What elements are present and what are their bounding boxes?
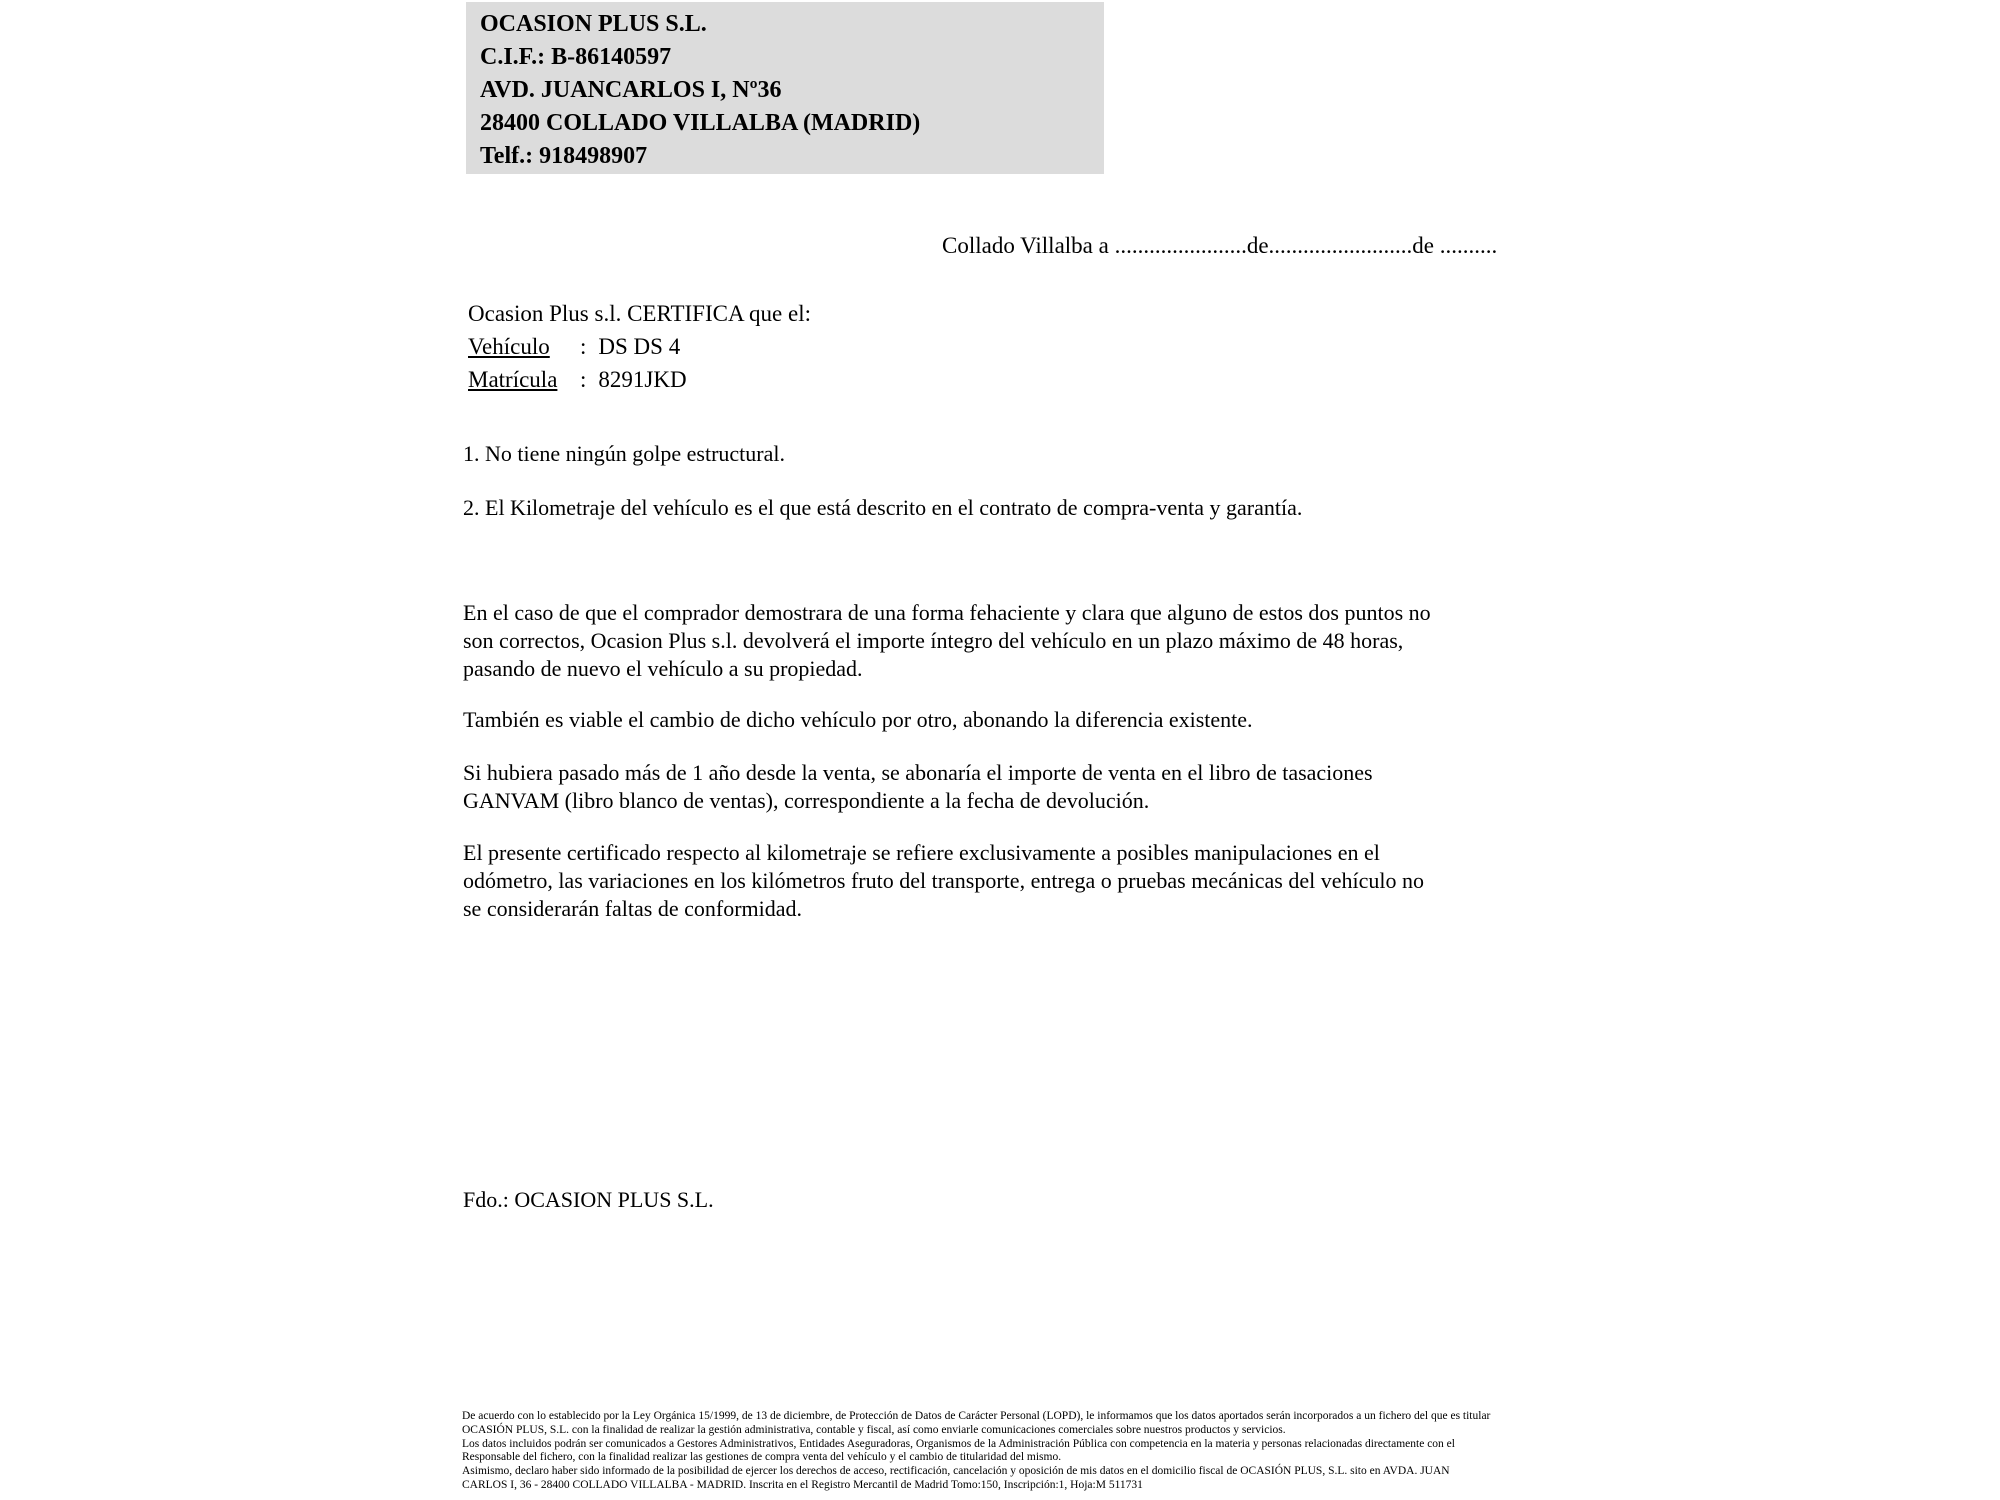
paragraph-exchange bbox=[463, 706, 1253, 734]
signature-line bbox=[463, 1186, 714, 1214]
paragraph-line: GANVAM (libro blanco de ventas), correspondiente a la fecha de devolución. bbox=[463, 788, 1150, 813]
vehicle-value: DS DS 4 bbox=[598, 334, 681, 359]
company-name: OCASION PLUS S.L. bbox=[480, 11, 707, 37]
legal-line: CARLOS I, 36 - 28400 COLLADO VILLALBA - MADRID. Inscrita en el Registro Mercantil de Madrid Tomo:150, Inscripción:1, Hoja:M 511731 bbox=[462, 1478, 1143, 1491]
paragraph-line: se considerarán faltas de conformidad. bbox=[463, 896, 803, 921]
paragraph-line: El presente certificado respecto al kilometraje se refiere exclusivamente a posibles manipulaciones en el bbox=[463, 840, 1380, 865]
legal-notice bbox=[462, 1410, 1542, 1493]
company-city: 28400 COLLADO VILLALBA (MADRID) bbox=[480, 110, 921, 136]
legal-line: Responsable del fichero, con la finalidad realizar las gestiones de compra venta del vehículo y el cambio de titularidad del mismo. bbox=[462, 1451, 1062, 1464]
vehicle-row bbox=[468, 330, 811, 363]
item-mileage bbox=[463, 494, 1302, 522]
company-header-box bbox=[466, 2, 1104, 174]
item-text: 1. No tiene ningún golpe estructural. bbox=[463, 441, 785, 466]
date-line: Collado Villalba a .......................de.........................de .......... bbox=[942, 233, 1498, 258]
plate-value: 8291JKD bbox=[598, 367, 687, 392]
vehicle-colon: : bbox=[580, 334, 587, 359]
paragraph-line: También es viable el cambio de dicho vehículo por otro, abonando la diferencia existente. bbox=[463, 707, 1253, 732]
certifica-intro: Ocasion Plus s.l. CERTIFICA que el: bbox=[468, 301, 811, 326]
plate-label: Matrícula bbox=[468, 367, 558, 392]
paragraph-line: Si hubiera pasado más de 1 año desde la venta, se abonaría el importe de venta en el libro de tasaciones bbox=[463, 760, 1373, 785]
paragraph-line: odómetro, las variaciones en los kilómetros fruto del transporte, entrega o pruebas mecánicas del vehículo no bbox=[463, 868, 1424, 893]
company-cif: C.I.F.: B-86140597 bbox=[480, 44, 672, 70]
paragraph-odometer bbox=[463, 839, 1424, 923]
legal-line: Asimismo, declaro haber sido informado de la posibilidad de ejercer los derechos de acceso, rectificación, cancelación y oposición de mis datos en el domicilio fiscal de OCASIÓN PLUS, S.L. sito en AVDA. JUAN bbox=[462, 1465, 1450, 1478]
paragraph-line: son correctos, Ocasion Plus s.l. devolverá el importe íntegro del vehículo en un plazo máximo de 48 horas, bbox=[463, 628, 1404, 653]
vehicle-label: Vehículo bbox=[468, 334, 550, 359]
paragraph-ganvam bbox=[463, 759, 1373, 815]
item-no-structural-damage bbox=[463, 440, 785, 468]
plate-colon: : bbox=[580, 367, 587, 392]
item-text: 2. El Kilometraje del vehículo es el que está descrito en el contrato de compra-venta y garantía. bbox=[463, 495, 1303, 520]
company-address: AVD. JUANCARLOS I, Nº36 bbox=[480, 77, 782, 103]
legal-line: De acuerdo con lo establecido por la Ley Orgánica 15/1999, de 13 de diciembre, de Protección de Datos de Carácter Personal (LOPD), le informamos que los datos aportados serán incorporados a un fichero del que es titular bbox=[462, 1410, 1491, 1422]
legal-line: Los datos incluidos podrán ser comunicados a Gestores Administrativos, Entidades Aseguradoras, Organismos de la Administración Pública con competencia en la materia y personas relacionadas directamente con el bbox=[462, 1437, 1455, 1450]
legal-line: OCASIÓN PLUS, S.L. con la finalidad de realizar la gestión administrativa, contable y fiscal, así como enviarle comunicaciones comerciales sobre nuestros productos y servicios. bbox=[462, 1423, 1286, 1436]
signature-text: Fdo.: OCASION PLUS S.L. bbox=[463, 1187, 714, 1212]
paragraph-refund bbox=[463, 599, 1431, 683]
certifica-block bbox=[468, 297, 811, 396]
company-phone: Telf.: 918498907 bbox=[480, 143, 648, 169]
plate-row bbox=[468, 363, 811, 396]
paragraph-line: En el caso de que el comprador demostrara de una forma fehaciente y clara que alguno de estos dos puntos no bbox=[463, 600, 1431, 625]
paragraph-line: pasando de nuevo el vehículo a su propiedad. bbox=[463, 656, 863, 681]
